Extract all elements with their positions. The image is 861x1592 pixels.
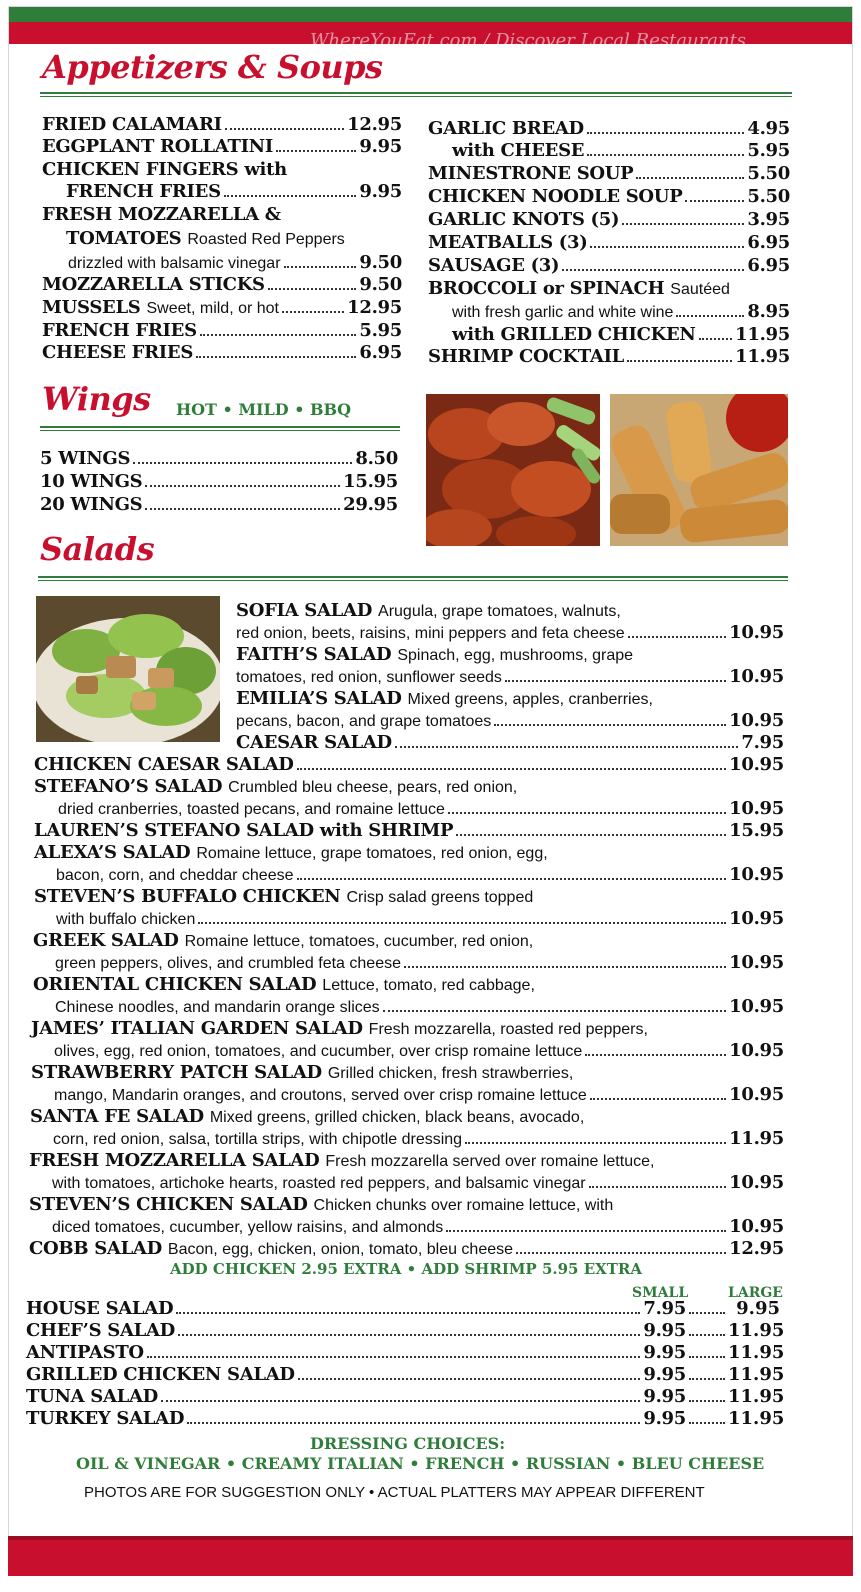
item-description: Arugula, grape tomatoes, walnuts,	[378, 603, 621, 620]
item-price: 15.95	[343, 471, 398, 492]
item-name: CAESAR SALAD	[236, 732, 392, 753]
leader-dots	[196, 356, 356, 358]
item-name: 10 WINGS	[40, 471, 143, 492]
item-name: CHEESE FRIES	[42, 342, 194, 363]
menu-item-row	[29, 1238, 784, 1261]
item-price: 5.50	[747, 186, 790, 207]
mozzarella-sticks-photo	[610, 394, 788, 546]
menu-item-row	[52, 1216, 784, 1239]
menu-item-row	[29, 1194, 613, 1217]
item-description: corn, red onion, salsa, tortilla strips, with chipotle dressing	[53, 1131, 463, 1148]
leader-dots	[446, 1230, 726, 1232]
menu-item-row	[52, 1172, 784, 1195]
item-name: MINESTRONE SOUP	[428, 163, 634, 184]
leader-dots	[404, 966, 726, 968]
leader-dots	[589, 1186, 727, 1188]
item-name: LAUREN’S STEFANO SALAD with SHRIMP	[34, 820, 454, 841]
item-name: GARLIC BREAD	[428, 118, 584, 139]
item-price: 12.95	[347, 297, 402, 318]
menu-item-row	[34, 842, 548, 865]
item-description: Sautéed	[670, 281, 730, 298]
menu-item-row	[31, 1018, 648, 1041]
item-name: FRESH MOZZARELLA SALAD	[29, 1150, 320, 1171]
item-name: FRENCH FRIES	[42, 320, 197, 341]
item-name: GARLIC KNOTS (5)	[428, 209, 620, 230]
appetizers-title: Appetizers & Soups	[42, 48, 383, 86]
menu-item-row	[42, 159, 287, 181]
sized-salad-row	[26, 1364, 785, 1386]
item-description: with fresh garlic and white wine	[452, 304, 674, 321]
salad-photo	[36, 596, 220, 742]
item-price: 10.95	[729, 666, 784, 687]
item-name: MOZZARELLA STICKS	[42, 274, 265, 295]
item-description: pecans, bacon, and grape tomatoes	[236, 713, 492, 730]
item-description: Sweet, mild, or hot	[146, 300, 279, 317]
item-name: COBB SALAD	[29, 1238, 162, 1259]
menu-item-row	[42, 320, 402, 342]
item-description: green peppers, olives, and crumbled feta cheese	[55, 955, 401, 972]
menu-item-row	[428, 163, 790, 185]
menu-item-row	[53, 1128, 784, 1151]
item-price: 10.95	[729, 996, 784, 1017]
item-price: 4.95	[747, 118, 790, 139]
item-price-large: 11.95	[728, 1386, 785, 1407]
menu-item-row	[68, 252, 402, 275]
leader-dots	[198, 922, 726, 924]
leader-dots	[689, 1400, 725, 1402]
sized-salad-row	[26, 1386, 785, 1408]
sized-salad-row	[26, 1320, 785, 1342]
item-name: SANTA FE SALAD	[30, 1106, 204, 1127]
dressing-title: DRESSING CHOICES:	[310, 1434, 506, 1453]
item-description: Mixed greens, grilled chicken, black beans, avocado,	[209, 1109, 585, 1126]
item-description: Lettuce, tomato, red cabbage,	[322, 977, 535, 994]
item-price-small: 9.95	[643, 1320, 686, 1341]
leader-dots	[145, 508, 340, 510]
item-name: MUSSELS	[42, 297, 141, 318]
menu-item-row	[42, 274, 402, 296]
menu-item-row	[29, 1150, 654, 1173]
item-name: JAMES’ ITALIAN GARDEN SALAD	[31, 1018, 363, 1039]
leader-dots	[282, 311, 344, 313]
item-price-small: 9.95	[643, 1386, 686, 1407]
item-price: 5.50	[747, 163, 790, 184]
item-description: Grilled chicken, fresh strawberries,	[327, 1065, 574, 1082]
item-name: FRENCH FRIES	[66, 181, 221, 202]
menu-item-row	[236, 622, 784, 645]
menu-item-row	[34, 820, 784, 842]
bottom-red-band	[8, 1536, 853, 1576]
item-name: CHICKEN CAESAR SALAD	[34, 754, 294, 775]
item-price-large: 9.95	[736, 1298, 780, 1319]
item-description: dried cranberries, toasted pecans, and romaine lettuce	[58, 801, 445, 818]
item-description: Crumbled bleu cheese, pears, red onion,	[228, 779, 518, 796]
leader-dots	[268, 288, 357, 290]
item-name: SAUSAGE (3)	[428, 255, 560, 276]
leader-dots	[395, 746, 739, 748]
menu-item-row	[42, 136, 402, 158]
item-description: Bacon, egg, chicken, onion, tomato, bleu cheese	[167, 1241, 514, 1258]
menu-item-row	[55, 996, 784, 1019]
salad-add-on-note: ADD CHICKEN 2.95 EXTRA • ADD SHRIMP 5.95 EXTRA	[170, 1260, 643, 1278]
leader-dots	[133, 462, 352, 464]
leader-dots	[284, 266, 357, 268]
item-name: with GRILLED CHICKEN	[452, 324, 696, 345]
item-description: Romaine lettuce, tomatoes, cucumber, red onion,	[184, 933, 534, 950]
leader-dots	[622, 223, 744, 225]
menu-item-row	[452, 301, 790, 324]
item-name: FAITH’S SALAD	[236, 644, 392, 665]
item-description: Romaine lettuce, grape tomatoes, red onion, egg,	[196, 845, 548, 862]
menu-item-row	[40, 471, 398, 493]
leader-dots	[200, 334, 357, 336]
item-price: 6.95	[359, 342, 402, 363]
item-price-large: 11.95	[728, 1342, 785, 1363]
item-price-large: 11.95	[728, 1364, 785, 1385]
leader-dots	[161, 1400, 640, 1402]
menu-item-row	[56, 864, 784, 887]
leader-dots	[187, 1422, 640, 1424]
item-description: red onion, beets, raisins, mini peppers and feta cheese	[236, 625, 625, 642]
size-small-header: SMALL	[632, 1285, 689, 1301]
item-description: drizzled with balsamic vinegar	[68, 255, 281, 272]
item-name: with CHEESE	[452, 140, 585, 161]
leader-dots	[689, 1422, 725, 1424]
item-price: 10.95	[729, 908, 784, 929]
menu-item-row	[54, 1084, 784, 1107]
item-price-small: 9.95	[643, 1364, 686, 1385]
item-name: BROCCOLI or SPINACH	[428, 278, 665, 299]
sized-salad-row	[26, 1408, 785, 1430]
leader-dots	[456, 834, 726, 836]
leader-dots	[145, 485, 340, 487]
item-price: 9.50	[359, 274, 402, 295]
leader-dots	[562, 269, 744, 271]
leader-dots	[448, 812, 726, 814]
item-price-large: 11.95	[728, 1320, 785, 1341]
leader-dots	[225, 128, 344, 130]
menu-item-row	[236, 644, 633, 667]
item-name: ORIENTAL CHICKEN SALAD	[33, 974, 317, 995]
item-name: ALEXA’S SALAD	[34, 842, 191, 863]
item-price: 9.95	[359, 136, 402, 157]
menu-item-row	[33, 974, 535, 997]
menu-item-row	[236, 710, 784, 733]
menu-item-row	[236, 600, 621, 623]
leader-dots	[178, 1334, 640, 1336]
item-price: 10.95	[729, 798, 784, 819]
item-name: TUNA SALAD	[26, 1386, 158, 1407]
item-description: olives, egg, red onion, tomatoes, and cucumber, over crisp romaine lettuce	[54, 1043, 583, 1060]
leader-dots	[590, 1098, 726, 1100]
sized-salad-row	[26, 1342, 785, 1364]
menu-item-row	[428, 255, 790, 277]
menu-item-row	[34, 886, 533, 909]
item-description: Roasted Red Peppers	[187, 231, 345, 248]
watermark: WhereYouEat.com / Discover Local Restaurants	[310, 30, 747, 51]
item-price: 12.95	[347, 114, 402, 135]
leader-dots	[585, 1054, 726, 1056]
dressing-choices: OIL & VINEGAR • CREAMY ITALIAN • FRENCH • RUSSIAN • BLEU CHEESE	[76, 1454, 765, 1473]
item-name: EGGPLANT ROLLATINI	[42, 136, 273, 157]
leader-dots	[298, 1378, 641, 1380]
menu-item-row	[55, 952, 784, 975]
menu-item-row	[42, 204, 281, 226]
leader-dots	[465, 1142, 726, 1144]
item-name: EMILIA’S SALAD	[236, 688, 402, 709]
leader-dots	[676, 315, 744, 317]
leader-dots	[689, 1356, 725, 1358]
item-price: 10.95	[729, 754, 784, 775]
item-name: CHICKEN FINGERS with	[42, 159, 287, 180]
item-name: TURKEY SALAD	[26, 1408, 185, 1429]
item-price: 5.95	[747, 140, 790, 161]
item-description: Chinese noodles, and mandarin orange slices	[55, 999, 380, 1016]
item-price: 10.95	[729, 1216, 784, 1237]
item-price: 29.95	[343, 494, 398, 515]
menu-item-row	[428, 278, 730, 301]
menu-item-row	[452, 140, 790, 162]
leader-dots	[176, 1312, 640, 1314]
item-description: diced tomatoes, cucumber, yellow raisins, and almonds	[52, 1219, 444, 1236]
item-price: 10.95	[729, 1084, 784, 1105]
item-name: STRAWBERRY PATCH SALAD	[31, 1062, 322, 1083]
item-price: 6.95	[747, 232, 790, 253]
item-price: 15.95	[729, 820, 784, 841]
leader-dots	[685, 200, 744, 202]
item-description: Spinach, egg, mushrooms, grape	[397, 647, 634, 664]
menu-item-row	[236, 732, 784, 754]
leader-dots	[590, 246, 744, 248]
menu-item-row	[452, 324, 790, 346]
menu-item-row	[56, 908, 784, 931]
item-price: 10.95	[729, 1172, 784, 1193]
photo-disclaimer: PHOTOS ARE FOR SUGGESTION ONLY • ACTUAL PLATTERS MAY APPEAR DIFFERENT	[84, 1484, 705, 1501]
item-price: 12.95	[729, 1238, 784, 1259]
item-description: Fresh mozzarella, roasted red peppers,	[368, 1021, 648, 1038]
appetizers-rule	[40, 92, 792, 97]
menu-item-row	[428, 232, 790, 254]
item-price: 9.95	[359, 181, 402, 202]
item-price: 8.95	[747, 301, 790, 322]
menu-item-row	[428, 186, 790, 208]
item-price: 10.95	[729, 710, 784, 731]
menu-item-row	[428, 118, 790, 140]
menu-item-row	[236, 688, 653, 711]
item-name: FRESH MOZZARELLA &	[42, 204, 281, 225]
item-price-small: 9.95	[643, 1408, 686, 1429]
menu-item-row	[58, 798, 784, 821]
item-description: with buffalo chicken	[56, 911, 196, 928]
item-name: SOFIA SALAD	[236, 600, 373, 621]
menu-item-row	[42, 342, 402, 364]
leader-dots	[587, 132, 745, 134]
item-description: Mixed greens, apples, cranberries,	[407, 691, 653, 708]
item-description: tomatoes, red onion, sunflower seeds	[236, 669, 502, 686]
leader-dots	[297, 878, 727, 880]
leader-dots	[147, 1356, 641, 1358]
wings-title: Wings	[42, 380, 151, 418]
leader-dots	[689, 1378, 725, 1380]
item-name: STEVEN’S BUFFALO CHICKEN	[34, 886, 341, 907]
item-name: MEATBALLS (3)	[428, 232, 588, 253]
wings-flavors: HOT • MILD • BBQ	[176, 400, 351, 419]
item-price: 10.95	[729, 1040, 784, 1061]
item-price-large: 11.95	[728, 1408, 785, 1429]
menu-item-row	[34, 776, 517, 799]
item-name: SHRIMP COCKTAIL	[428, 346, 625, 367]
item-name: 5 WINGS	[40, 448, 131, 469]
item-name: 20 WINGS	[40, 494, 143, 515]
menu-item-row	[30, 1106, 584, 1129]
leader-dots	[699, 338, 733, 340]
menu-item-row	[42, 114, 402, 136]
leader-dots	[224, 195, 357, 197]
item-name: CHICKEN NOODLE SOUP	[428, 186, 683, 207]
menu-item-row	[428, 209, 790, 231]
menu-item-row	[42, 297, 402, 320]
size-large-header: LARGE	[728, 1285, 783, 1301]
item-price-small: 9.95	[643, 1342, 686, 1363]
item-price: 7.95	[741, 732, 784, 753]
item-price: 6.95	[747, 255, 790, 276]
leader-dots	[636, 177, 744, 179]
menu-item-row	[54, 1040, 784, 1063]
item-description: bacon, corn, and cheddar cheese	[56, 867, 294, 884]
item-description: mango, Mandarin oranges, and croutons, served over crisp romaine lettuce	[54, 1087, 587, 1104]
leader-dots	[383, 1010, 726, 1012]
item-name: STEVEN’S CHICKEN SALAD	[29, 1194, 308, 1215]
leader-dots	[276, 150, 356, 152]
salads-rule	[38, 576, 788, 581]
leader-dots	[628, 636, 726, 638]
leader-dots	[516, 1252, 726, 1254]
menu-item-row	[236, 666, 784, 689]
item-price: 3.95	[747, 209, 790, 230]
item-price: 11.95	[735, 346, 790, 367]
wings-photo	[426, 394, 600, 546]
item-name: HOUSE SALAD	[26, 1298, 174, 1319]
menu-item-row	[34, 754, 784, 776]
item-name: FRIED CALAMARI	[42, 114, 222, 135]
leader-dots	[494, 724, 726, 726]
leader-dots	[505, 680, 726, 682]
salads-title: Salads	[40, 530, 155, 568]
menu-item-row	[428, 346, 790, 368]
leader-dots	[689, 1334, 725, 1336]
menu-item-row	[31, 1062, 573, 1085]
item-price: 5.95	[359, 320, 402, 341]
item-description: Chicken chunks over romaine lettuce, with	[313, 1197, 614, 1214]
leader-dots	[297, 768, 727, 770]
sized-salad-row	[26, 1298, 780, 1320]
item-name: ANTIPASTO	[26, 1342, 144, 1363]
leader-dots	[689, 1312, 725, 1314]
item-name: GRILLED CHICKEN SALAD	[26, 1364, 295, 1385]
menu-item-row	[40, 448, 398, 470]
wings-rule	[40, 426, 400, 431]
menu-item-row	[33, 930, 533, 953]
leader-dots	[627, 360, 732, 362]
item-name: GREEK SALAD	[33, 930, 179, 951]
item-description: with tomatoes, artichoke hearts, roasted red peppers, and balsamic vinegar	[52, 1175, 586, 1192]
item-name: STEFANO’S SALAD	[34, 776, 223, 797]
item-price: 11.95	[729, 1128, 784, 1149]
menu-item-row	[66, 181, 402, 203]
item-price: 9.50	[359, 252, 402, 273]
item-price: 8.50	[355, 448, 398, 469]
item-description: Fresh mozzarella served over romaine lettuce,	[325, 1153, 655, 1170]
menu-item-row	[66, 228, 345, 251]
leader-dots	[587, 154, 744, 156]
item-price: 11.95	[735, 324, 790, 345]
item-description: Crisp salad greens topped	[346, 889, 534, 906]
item-price: 10.95	[729, 864, 784, 885]
menu-item-row	[40, 494, 398, 516]
item-price: 10.95	[729, 622, 784, 643]
item-price-small: 7.95	[643, 1298, 686, 1319]
item-name: TOMATOES	[66, 228, 182, 249]
top-green-band	[8, 6, 853, 22]
item-price: 10.95	[729, 952, 784, 973]
item-name: CHEF’S SALAD	[26, 1320, 175, 1341]
